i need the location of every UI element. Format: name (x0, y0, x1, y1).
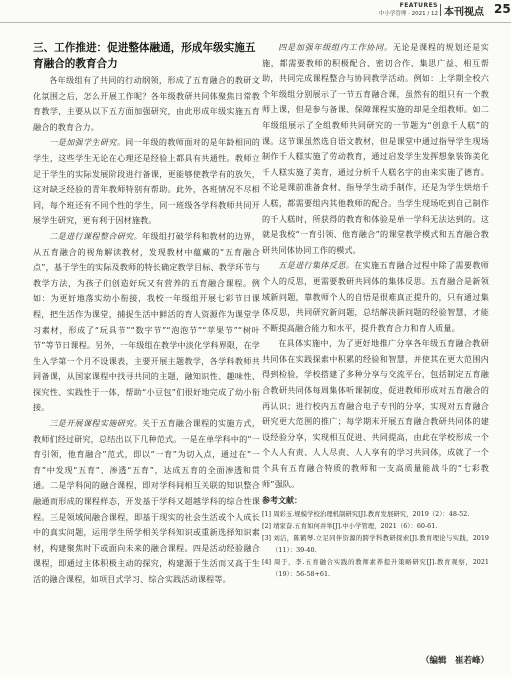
magazine-issue: 中小学管理 · 2021 / 12 (378, 11, 438, 17)
page-number: 25 (494, 2, 511, 16)
paragraph (33, 229, 260, 416)
reference-item: [2] 靖家奋.五育如何并举[J].中小学管理，2021（6）：60-61. (262, 522, 438, 531)
page-header (0, 0, 511, 23)
paragraph (33, 135, 260, 229)
section-heading: 三、工作推进：促进整体融通，形成年级实施五育融合的教育合力 (33, 42, 256, 70)
paragraph-lead: 五是进行集体反思。 (278, 260, 355, 271)
reference-item: [4] 周于，李.五育融合实践的教师素养提升策略研究[J].教育观察，2021（19）：56-58+61. (262, 558, 489, 579)
paragraph-text: 关于五育融合课程的实施方式，教师们经过研究，总结出以下几种范式。一是在单学科中的“一育引领，他育融合”范式，即以“一育”为切入点，通过在“一育”中发现“五育”、渗透“五育”，达成五育的全面渗透和贯通。二是学科间的融合课程，即对学科间相互关联的知识整合融通而形成的课程样态，开发基于学科又超越学科的综合性课程。三是领域间融合课程，即基于现实的社会生活或个人成长中的真实问题，运用学生所学相关学科知识或重新选择知识素材，构建聚焦时下或面向未来的融合课程。四是活动经验融合课程，即通过主体积极主动的探究，构建源于生活而又高于生活的融合课程，如项目式学习、综合实践活动课程等。 (33, 418, 260, 584)
editor-credit: （编辑 崔若峰） (420, 656, 489, 666)
paragraph (262, 336, 489, 492)
paragraph-lead: 二是进行课程整合研究。 (49, 230, 143, 241)
paragraph-text: 各年级组有了共同的行动纲领，形成了五育融合的教研文化氛围之后，怎么开展工作呢？各年级教研共同体聚焦日常教育教学，主要从以下五方面加强研究，由此形成年级实施五育融合的教育合力。 (33, 75, 260, 132)
magazine-brand (379, 2, 438, 18)
paragraph-text: 无论是课程的规划还是实施，都需要教师的积极配合、密切合作、集思广益、相互帮助，共同完成课程整合与协同教学活动。例如：上学期全校六个年级组分别展示了一节五育融合课，虽然有的组只有一个教师上课，但是参与备课、保障课程实施的却是全组教师。如二年级组展示了全组教师共同研究的一节题为“创意千人糕”的课。这节课虽然选自语文教材，但是课堂中通过指导学生现场制作千人糕实施了劳动教育，通过启发学生发挥想象装饰美化千人糕实施了美育，通过分析千人糕名字的由来实施了德育。不论是课前准备食材、指导学生动手制作，还是为学生烘焙千人糕，都需要组内其他教师的配合。当学生现场吃到自己制作的千人糕时，所获得的教育和体验是单一学科无法达到的。这就是我校“一育引领、他育融合”的课堂教学模式和五育融合教研共同体协同工作的模式。 (262, 42, 490, 255)
references-title: 参考文献： (262, 496, 302, 506)
right-column (262, 40, 489, 580)
paragraph-lead: 三是开展课程实施研究。 (49, 418, 143, 429)
reference-item: [3] 刘洁，陈鹤琴.立足同伴资源的跨学科教研探索[J].教育理论与实践，2019（11）：39-40. (262, 534, 489, 555)
paragraph (262, 258, 489, 336)
header-divider (440, 4, 441, 16)
paragraph-lead: 四是加强年级组内工作协同。 (278, 42, 393, 52)
paragraph-text: 年级组打破学科和教材的边界，从五育融合的视角解读教材，发现教材中蕴藏的“五育融合点”，基于学生的实际及教师的特长确定教学目标、教学环节与教学方法，为孩子们创造好玩又有营养的五育融合课程。例如：为更好地落实幼小衔接，我校一年级组开展七彩节日课程，把生活作为课堂，捕捉生活中鲜活的育人资源作为课堂学习素材，形成了“玩具节”“数字节”“泡泡节”“苹果节”“树叶节”等节日课程。另外，一年级组在教学中淡化学科界限，在学生入学第一个月不设课表，主要开展主题教学，各学科教师共同备课，从国家课程中找寻共同的主题，融知识性、趣味性、探究性、实践性于一体，帮助“小豆包”们很好地完成了幼小衔接。 (33, 230, 260, 413)
paragraph-text: 在具体实施中，为了更好地推广分享各年级五育融合教研共同体在实践探索中积累的经验和智慧，并使其在更大范围内得到检验，学校搭建了多种分享与交流平台，包括制定五育融合教研共同体每周集体听课制度，促进教师形成对五育融合的再认识；进行校内五育融合电子专刊的分享，实现对五育融合研究更大范围的推广；每学期末开展五育融合教研共同体的建设经验分享，实现相互促进、共同提高，由此在学校形成一个个人人有责、人人尽责、人人享有的学习共同体，成就了一个个具有五育融合特质的教师和一支高质量能战斗的“七彩教师”强队。 (262, 338, 489, 489)
reference-item: [1] 周彩玉.规模学校治理机制研究[J].教育发展研究，2019（2）：48-52. (262, 510, 470, 519)
paragraph-lead: 一是加强学生研究。 (49, 137, 126, 148)
paragraph (33, 416, 260, 588)
paragraph (262, 40, 489, 258)
paragraph (33, 73, 260, 135)
paragraph-text: 在实施五育融合过程中除了需要教师个人的反思，更需要教研共同体的集体反思。五育融合是新领域新问题，靠教师个人的自悟是很难真正提升的，只有通过集体反思，共同研究新问题，总结解决新问题的经验智慧，才能不断提高融合能力和水平，提升教育合力和育人质量。 (262, 260, 489, 333)
magazine-name-en: FEATURES (399, 2, 438, 9)
section-title: 本刊视点 (444, 7, 484, 18)
paragraph-text: 同一年级的教师面对的是年龄相同的学生，这些学生无论在心理还是经验上都具有共通性。教师立足于学生的实际发展阶段进行备课，更能够使教学有的放矢，这对缺乏经验的青年教师特别有帮助。此外，各班情况不尽相同，每个班还有不同个性的学生，同一班级各学科教师共同开展学生研究，更有利于因材施教。 (33, 137, 260, 226)
left-column (33, 40, 260, 588)
references-list (262, 508, 489, 580)
